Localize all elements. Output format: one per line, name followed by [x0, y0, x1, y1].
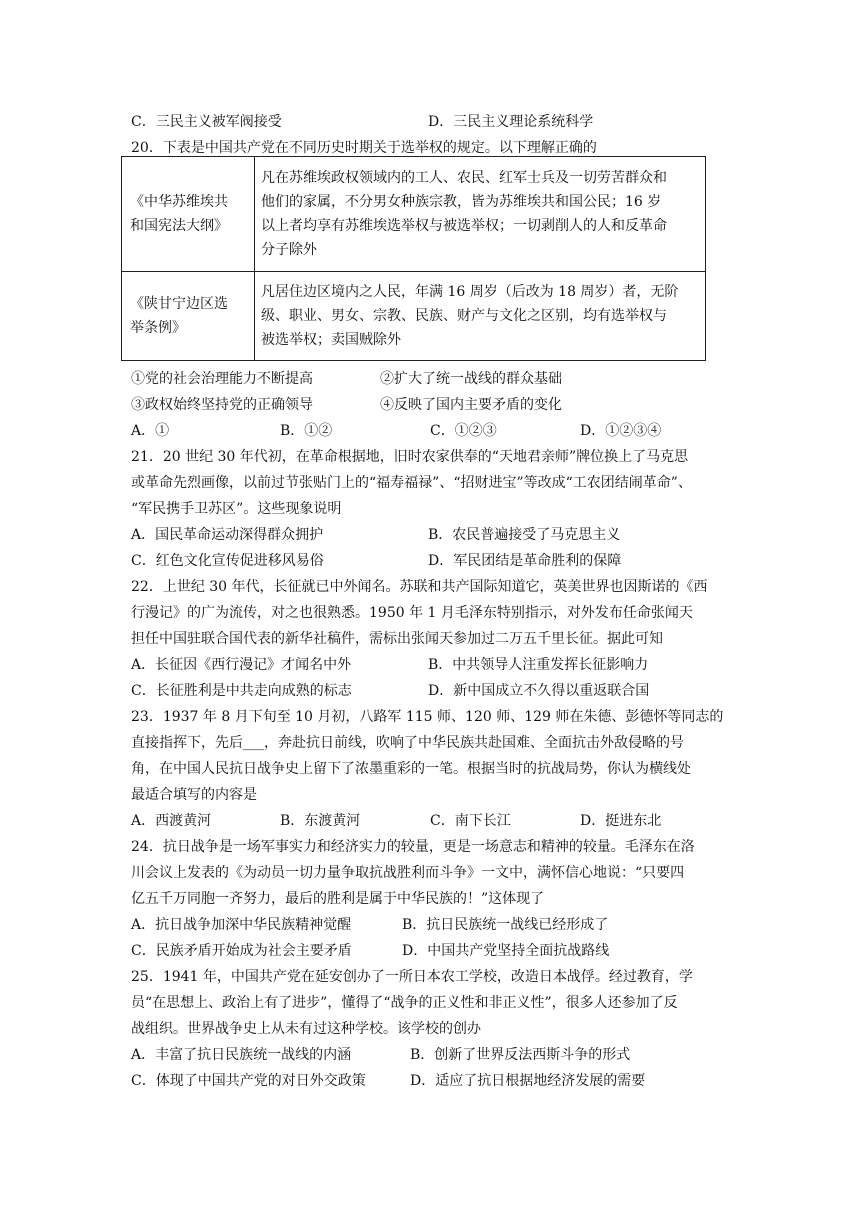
- q23-option-c: C．南下长江: [430, 813, 511, 829]
- q25-option-d: D．适应了抗日根据地经济发展的需要: [410, 1073, 646, 1089]
- q23-stem-line: 角，在中国人民抗日战争史上留下了浓墨重彩的一笔。根据当时的抗战局势，你认为横线处: [131, 761, 691, 777]
- q20-stem: 20．下表是中国共产党在不同历史时期关于选举权的规定。以下理解正确的: [131, 140, 597, 156]
- q20-option-d: D．①②③④: [580, 423, 662, 439]
- q20-rules-table: [121, 156, 706, 361]
- q21-option-d: D．军民团结是革命胜利的保障: [428, 553, 622, 569]
- table-doc-cell: [122, 157, 255, 272]
- doc-name-line: 《中华苏维埃共: [130, 194, 228, 210]
- q23-stem-line: 直接指挥下，先后___，奔赴抗日前线，吹响了中华民族共赴国难、全面抗击外敌侵略的号: [131, 735, 684, 751]
- doc-name-line: 举条例》: [130, 320, 186, 336]
- q24-option-a: A．抗日战争加深中华民族精神觉醒: [131, 917, 352, 933]
- q24-stem-line: 川会议上发表的《为动员一切力量争取抗战胜利而斗争》一文中，满怀信心地说：“只要四: [131, 865, 685, 881]
- q24-option-c: C．民族矛盾开始成为社会主要矛盾: [131, 943, 352, 959]
- q20-option-b: B．①②: [280, 423, 333, 439]
- q22-option-b: B．中共领导人注重发挥长征影响力: [428, 657, 649, 673]
- q22-stem-line: 22．上世纪 30 年代，长征就已中外闻名。苏联和共产国际知道它，英美世界也因斯诺的《西: [131, 579, 708, 595]
- q25-option-c: C．体现了中国共产党的对日外交政策: [131, 1073, 366, 1089]
- table-text-cell: [255, 157, 706, 272]
- q20-item-1: ①党的社会治理能力不断提高: [131, 371, 313, 387]
- q25-option-a: A．丰富了抗日民族统一战线的内涵: [131, 1047, 352, 1063]
- q21-stem-line: “军民携手卫苏区”。这些现象说明: [131, 501, 342, 517]
- q23-option-a: A．西渡黄河: [131, 813, 212, 829]
- rule-text-line: 级、职业、男女、宗教、民族、财产与文化之区别，均有选举权与: [261, 308, 667, 324]
- q24-stem-line: 亿五千万同胞一齐努力，最后的胜利是属于中华民族的！”这体现了: [131, 891, 545, 907]
- q25-stem-line: 战组织。世界战争史上从未有过这种学校。该学校的创办: [131, 1021, 481, 1037]
- table-doc-cell: [122, 272, 255, 361]
- q22-stem-line: 担任中国驻联合国代表的新华社稿件，需标出张闻天参加过二万五千里长征。据此可知: [131, 631, 663, 647]
- table-text-cell: [255, 272, 706, 361]
- q24-stem-line: 24．抗日战争是一场军事实力和经济实力的较量，更是一场意志和精神的较量。毛泽东在洛: [131, 839, 695, 855]
- q24-option-d: D．中国共产党坚持全面抗战路线: [402, 943, 610, 959]
- q20-item-4: ④反映了国内主要矛盾的变化: [380, 397, 562, 413]
- rule-text-line: 分子除外: [261, 242, 317, 258]
- q22-option-a: A．长征因《西行漫记》才闻名中外: [131, 657, 352, 673]
- rule-text-line: 被选举权；卖国贼除外: [261, 332, 401, 348]
- q22-stem-line: 行漫记》的广为流传，对之也很熟悉。1950 年 1 月毛泽东特别指示，对外发布任命张闻天: [131, 605, 693, 621]
- doc-name-line: 《陕甘宁边区选: [130, 296, 228, 312]
- table-row: [122, 157, 706, 272]
- q22-option-d: D．新中国成立不久得以重返联合国: [428, 683, 650, 699]
- q20-item-2: ②扩大了统一战线的群众基础: [380, 371, 562, 387]
- q23-stem-line: 最适合填写的内容是: [131, 787, 257, 803]
- q21-stem-line: 21．20 世纪 30 年代初，在革命根据地，旧时农家供奉的“天地君亲师”牌位换上了马克思: [131, 449, 689, 465]
- q20-option-a: A．①: [131, 423, 170, 439]
- q23-stem-line: 23．1937 年 8 月下旬至 10 月初，八路军 115 师、120 师、129 师在朱德、彭德怀等同志的: [131, 709, 724, 725]
- q19-option-d: D．三民主义理论系统科学: [428, 114, 594, 130]
- table-row: [122, 272, 706, 361]
- doc-name-line: 和国宪法大纲》: [130, 218, 228, 234]
- q19-option-c: C．三民主义被军阀接受: [131, 114, 282, 130]
- q21-option-c: C．红色文化宣传促进移风易俗: [131, 553, 324, 569]
- q24-option-b: B．抗日民族统一战线已经形成了: [402, 917, 609, 933]
- q25-stem-line: 员“在思想上、政治上有了进步”，懂得了“战争的正义性和非正义性”，很多人还参加了反: [131, 995, 678, 1011]
- q21-option-b: B．农民普遍接受了马克思主义: [428, 527, 621, 543]
- q25-option-b: B．创新了世界反法西斯斗争的形式: [410, 1047, 631, 1063]
- q23-option-b: B．东渡黄河: [280, 813, 361, 829]
- q20-option-c: C．①②③: [430, 423, 497, 439]
- rule-text-line: 以上者均享有苏维埃选举权与被选举权；一切剥削人的人和反革命: [261, 218, 667, 234]
- q25-stem-line: 25．1941 年，中国共产党在延安创办了一所日本农工学校，改造日本战俘。经过教育，学: [131, 969, 693, 985]
- q21-option-a: A．国民革命运动深得群众拥护: [131, 527, 324, 543]
- rule-text-line: 凡在苏维埃政权领域内的工人、农民、红军士兵及一切劳苦群众和: [261, 170, 667, 186]
- rule-text-line: 他们的家属，不分男女种族宗教，皆为苏维埃共和国公民；16 岁: [261, 194, 662, 210]
- q20-item-3: ③政权始终坚持党的正确领导: [131, 397, 313, 413]
- rule-text-line: 凡居住边区境内之人民，年满 16 周岁（后改为 18 周岁）者，无阶: [261, 284, 679, 300]
- q22-option-c: C．长征胜利是中共走向成熟的标志: [131, 683, 352, 699]
- q21-stem-line: 或革命先烈画像，以前过节张贴门上的“福寿福禄”、“招财进宝”等改成“工农团结闹革命”、: [131, 475, 692, 491]
- q23-option-d: D．挺进东北: [580, 813, 662, 829]
